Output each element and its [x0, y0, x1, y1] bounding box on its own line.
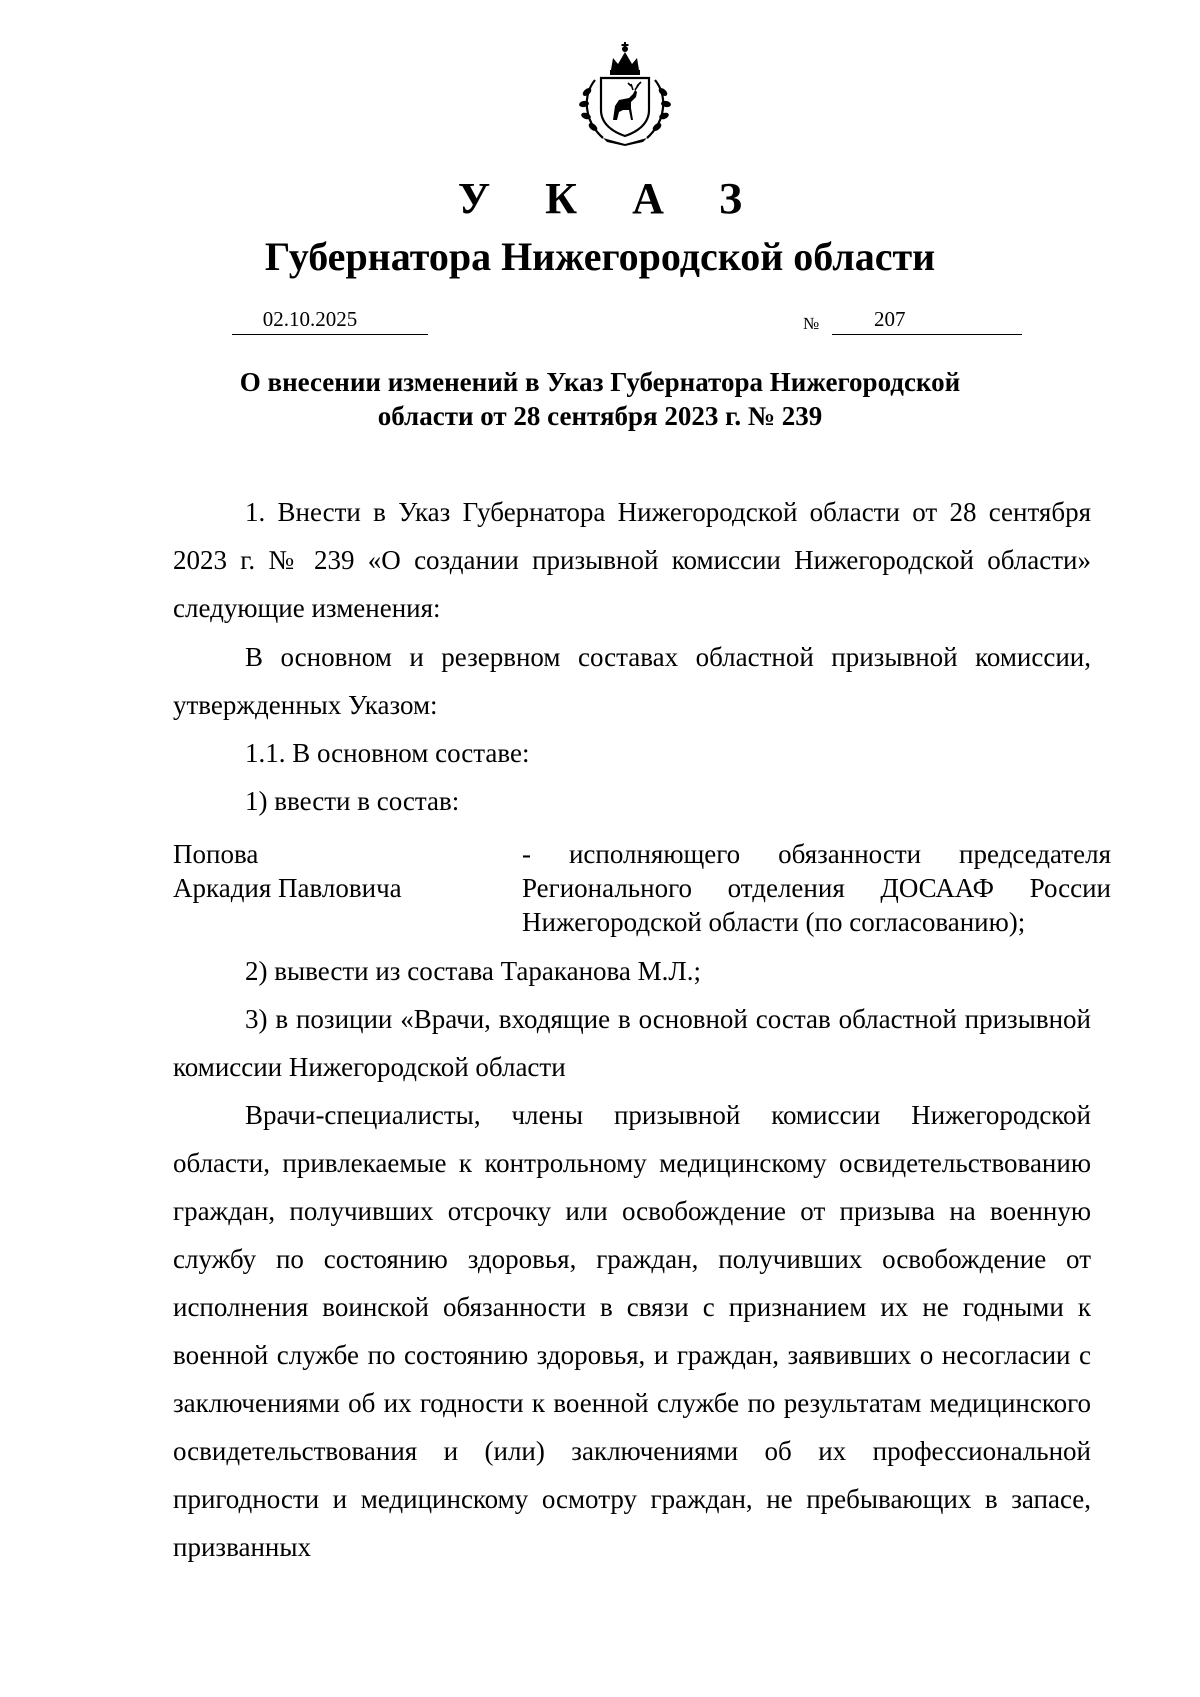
subject-line-1: О внесении изменений в Указ Губернатора Нижегородской: [239, 367, 961, 397]
document-subject: [0, 365, 1200, 433]
member-desc-line-1: - исполняющего обязанности председателя: [522, 839, 1111, 869]
member-desc-line-2: Регионального отделения ДОСААФ России: [522, 873, 1111, 903]
document-date-value: 02.10.2025: [262, 307, 358, 331]
member-name: [173, 837, 513, 905]
paragraph-2: В основном и резервном составах областной призывной комиссии, утвержденных Указом:: [173, 642, 1091, 720]
subject-line-2: области от 28 сентября 2023 г. № 239: [377, 401, 823, 431]
member-given-names: Аркадия Павловича: [173, 873, 402, 903]
member-surname: Попова: [173, 839, 259, 869]
document-number-value: 207: [874, 307, 906, 331]
member-desc-line-3: Нижегородской области (по согласованию);: [522, 907, 1026, 937]
document-date: [232, 304, 428, 335]
paragraph-6: 3) в позиции «Врачи, входящие в основной состав областной призывной комиссии Нижегородской области: [173, 1004, 1091, 1082]
member-description: [522, 837, 1111, 939]
paragraph-1: 1. Внести в Указ Губернатора Нижегородской области от 28 сентября 2023 г. № 239 «О создании призывной комиссии Нижегородской области» следующие изменения:: [173, 497, 1091, 623]
document-number: [832, 304, 1022, 335]
issuing-authority-title: Губернатора Нижегородской области: [264, 234, 936, 279]
coat-of-arms-emblem: [573, 40, 677, 146]
document-number-label: №: [803, 314, 820, 333]
paragraph-5: 2) вывести из состава Тараканова М.Л.;: [245, 956, 701, 986]
paragraph-3: 1.1. В основном составе:: [245, 738, 530, 768]
paragraph-7: Врачи-специалисты, члены призывной комиссии Нижегородской области, привлекаемые к контрольному медицинскому освидетельствованию граждан, получивших отсрочку или освобождение от призыва на военную службу по состоянию здоровья, граждан, получивших освобождение от исполнения воинской обязанности в связи с признанием их не годными к военной службе по состоянию здоровья, и граждан, заявивших о несогласии с заключениями об их годности к военной службе по результатам медицинского освидетельствования и (или) заключениями об их профессиональной пригодности и медицинскому осмотру граждан, не пребывающих в запасе, призванных: [173, 1100, 1091, 1562]
paragraph-4: 1) ввести в состав:: [245, 786, 460, 816]
document-type-title: У К А З: [457, 174, 765, 223]
